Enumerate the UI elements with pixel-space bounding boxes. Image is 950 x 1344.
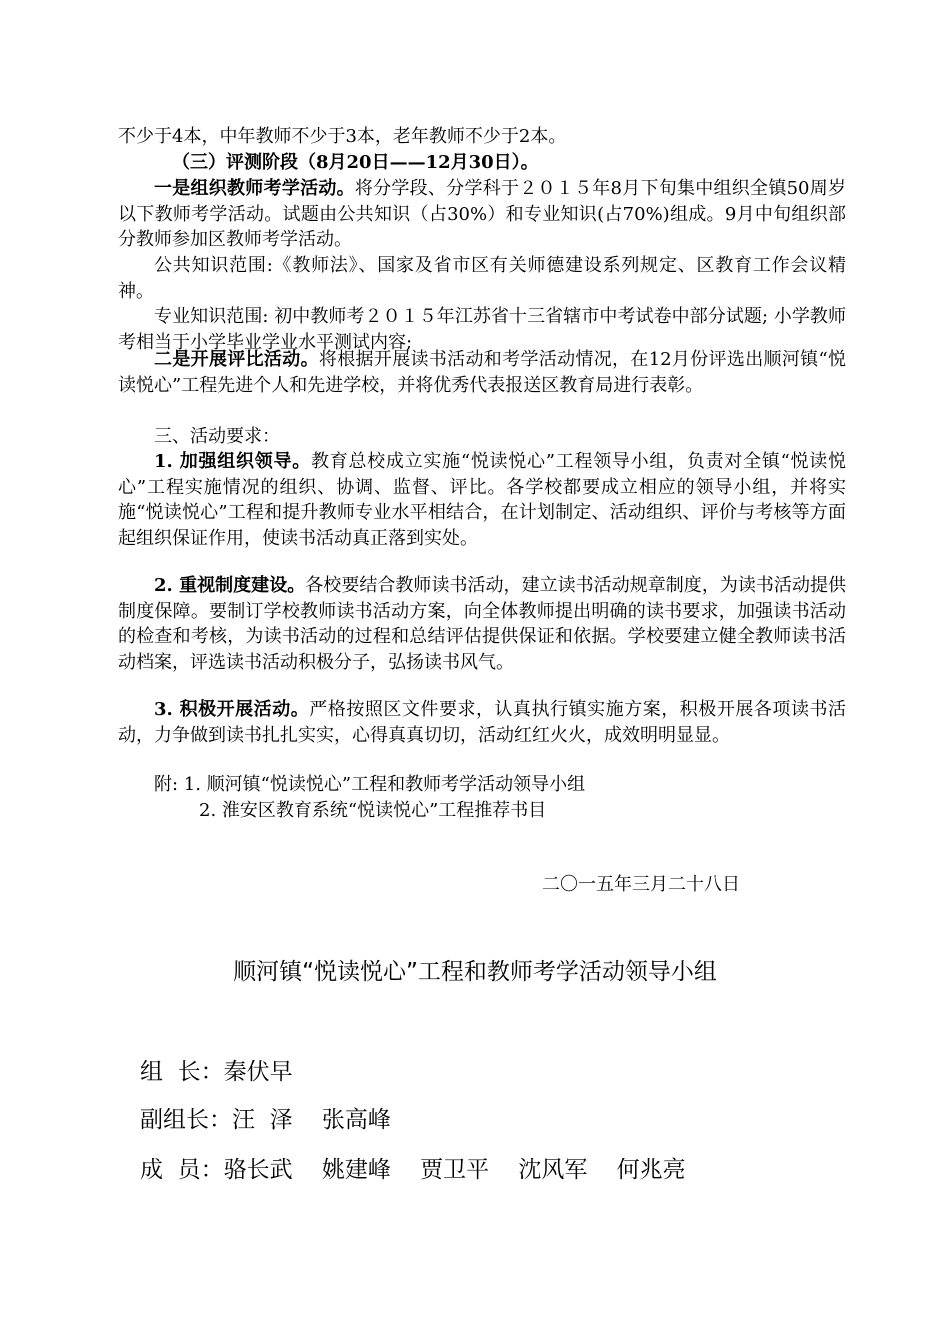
requirement-1-heading: 1. 加强组织领导。 — [154, 451, 311, 472]
paragraph-exam-activity — [118, 176, 846, 253]
requirement-3-heading: 3. 积极开展活动。 — [154, 699, 310, 720]
group-deputy-leader: 副组长：汪 泽 张高峰 — [140, 1107, 391, 1133]
requirement-2-text: 各校要结合教师读书活动，建立读书活动规章制度，为读书活动提供制度保障。要制订学校教师读书活动方案，向全体教师提出明确的读书要求，加强读书活动的检查和考核，为读书活动的过程和总结评估提供保证和依据。学校要建立健全教师读书活动档案，评选读书活动积极分子，弘扬读书风气。 — [118, 575, 846, 673]
paragraph-requirement-3 — [118, 697, 846, 748]
group-title: 顺河镇“悦读悦心”工程和教师考学活动领导小组 — [233, 959, 717, 985]
paragraph-requirement-2 — [118, 573, 846, 675]
attachment-2: 2. 淮安区教育系统“悦读悦心”工程推荐书目 — [199, 800, 547, 821]
public-knowledge-text: 公共知识范围:《教师法》、国家及省市区有关师德建设系列规定、区教育工作会议精神。 — [118, 255, 846, 302]
requirement-3-text: 严格按照区文件要求，认真执行镇实施方案，积极开展各项读书活动，力争做到读书扎扎实实，心得真真切切，活动红红火火，成效明明显显。 — [118, 699, 846, 746]
evaluation-activity-text: 将根据开展读书活动和考学活动情况，在12月份评选出顺河镇“悦读悦心”工程先进个人和先进学校，并将优秀代表报送区教育局进行表彰。 — [118, 349, 847, 396]
attachment-1: 附: 1. 顺河镇“悦读悦心”工程和教师考学活动领导小组 — [154, 774, 586, 795]
exam-activity-text: 将分学段、分学科于２０１５年8月下旬集中组织全镇50周岁以下教师考学活动。试题由公共知识（占30%）和专业知识(占70%)组成。9月中旬组织部分教师参加区教师考学活动。 — [118, 178, 847, 251]
reading-quota-text: 不少于4本，中年教师不少于3本，老年教师不少于2本。 — [118, 126, 567, 147]
stage3-heading: （三）评测阶段（8月20日——12月30日）。 — [172, 152, 539, 173]
group-members: 成 员：骆长武 姚建峰 贾卫平 沈风军 何兆亮 — [140, 1157, 686, 1183]
professional-knowledge-text: 专业知识范围: 初中教师考２０１５年江苏省十三省辖市中考试卷中部分试题; 小学教师考相当于小学毕业学业水平测试内容; — [118, 306, 846, 353]
paragraph-public-knowledge — [118, 253, 846, 304]
section3-heading: 三、活动要求： — [154, 426, 280, 447]
exam-activity-heading: 一是组织教师考学活动。 — [154, 178, 355, 199]
document-date: 二〇一五年三月二十八日 — [542, 874, 740, 895]
requirement-1-text: 教育总校成立实施“悦读悦心”工程领导小组，负责对全镇“悦读悦心”工程实施情况的组织、协调、监督、评比。各学校都要成立相应的领导小组，并将实施“悦读悦心”工程和提升教师专业水平相结合，在计划制定、活动组织、评价与考核等方面起组织保证作用，使读书活动真正落到实处。 — [118, 451, 846, 549]
group-leader: 组 长：秦伏早 — [140, 1059, 293, 1085]
paragraph-requirement-1 — [118, 449, 846, 551]
paragraph-reading-quota — [118, 124, 846, 150]
evaluation-activity-heading: 二是开展评比活动。 — [154, 349, 319, 370]
paragraph-evaluation-activity — [118, 347, 846, 398]
requirement-2-heading: 2. 重视制度建设。 — [154, 575, 306, 596]
